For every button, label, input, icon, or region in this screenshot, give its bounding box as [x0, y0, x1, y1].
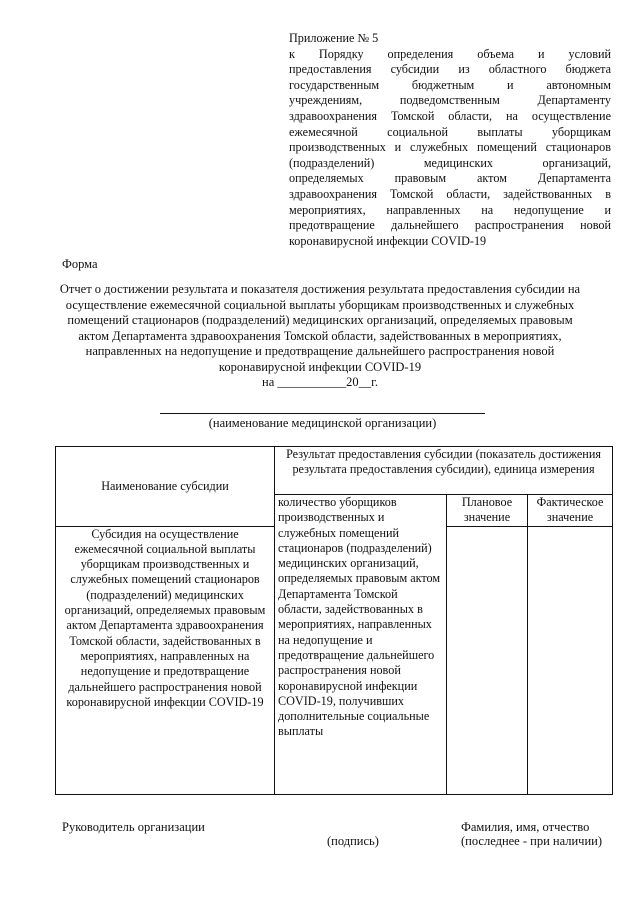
appendix-line: здравоохранения Томской области, задействованных в: [289, 186, 611, 201]
report-title-line: актом Департамента здравоохранения Томской области, задействованных в мероприятиях,: [78, 328, 562, 343]
appendix-title: Приложение № 5: [289, 31, 379, 45]
appendix-block: [289, 31, 611, 249]
header-actual-value: Фактическое значение: [528, 495, 613, 527]
report-table: [55, 446, 613, 795]
header-subsidy-name: Наименование субсидии: [56, 447, 275, 527]
appendix-line: производственных и служебных помещений стационаров: [289, 140, 611, 155]
head-of-organization-label: Руководитель организации: [62, 820, 205, 834]
report-title-line: Отчет о достижении результата и показателя достижения результата предоставления субсидии на: [59, 282, 581, 296]
org-name-caption: (наименование медицинской организации): [208, 416, 437, 430]
report-title-line: осуществление ежемесячной социальной выплаты уборщикам производственных и служебных: [65, 297, 575, 312]
appendix-line: предотвращение дальнейшего распространения новой: [289, 218, 611, 233]
planned-value-cell: [447, 526, 528, 794]
report-title-line: помещений стационаров (подразделений) медицинских организаций, определяемых правовым: [67, 313, 573, 327]
appendix-line: ежемесячной социальной выплаты уборщикам: [289, 124, 611, 139]
header-result: Результат предоставления субсидии (показатель достижения результата предоставления субсидии), единица измерения: [275, 447, 613, 495]
indicator-cell: количество уборщиков производственных и служебных помещений стационаров (подразделений) медицинских организаций, определяемых правовым актом Департамента Томской области, задействованных в мероприятиях, направленных на недопущение и предотвращение дальнейшего распространения новой коронавирусной инфекции COVID-19, получивших дополнительные социальные выплаты: [275, 495, 447, 795]
appendix-line: (подразделений) медицинских организаций,: [289, 155, 611, 170]
actual-value-cell: [528, 526, 613, 794]
report-title: [40, 282, 600, 391]
subsidy-name-cell: Субсидия на осуществление ежемесячной социальной выплаты уборщикам производственных и служебных помещений стационаров (подразделений) медицинских организаций, определяемых правовым актом Департамента здравоохранения Томской области, задействованных в мероприятиях, направленных на недопущение и предотвращение дальнейшего распространения новой коронавирусной инфекции COVID-19: [56, 526, 275, 794]
appendix-line: государственным бюджетным и автономным: [289, 77, 611, 92]
appendix-line: мероприятиях, направленных на недопущение и: [289, 202, 611, 217]
appendix-line: здравоохранения Томской области, на осуществление: [289, 108, 611, 123]
report-title-line: коронавирусной инфекции COVID-19: [218, 359, 422, 374]
report-title-line: направленных на недопущение и предотвращение дальнейшего распространения новой: [85, 344, 555, 358]
form-label: Форма: [62, 257, 98, 271]
appendix-line: учреждениям, подведомственным Департаменту: [289, 93, 611, 108]
signature-caption: (подпись): [327, 834, 379, 848]
appendix-line: предоставления субсидии из областного бюджета: [289, 62, 611, 77]
report-date-line: на ___________20__г.: [262, 375, 378, 389]
full-name-label: Фамилия, имя, отчество: [461, 820, 590, 834]
header-planned-value: Плановое значение: [447, 495, 528, 527]
org-name-underline: [160, 413, 485, 414]
appendix-line: коронавирусной инфекции COVID-19: [289, 233, 487, 248]
appendix-line: определяемых правовым актом Департамента: [289, 171, 611, 186]
appendix-line: к Порядку определения объема и условий: [289, 46, 611, 61]
full-name-note: (последнее - при наличии): [461, 834, 602, 848]
